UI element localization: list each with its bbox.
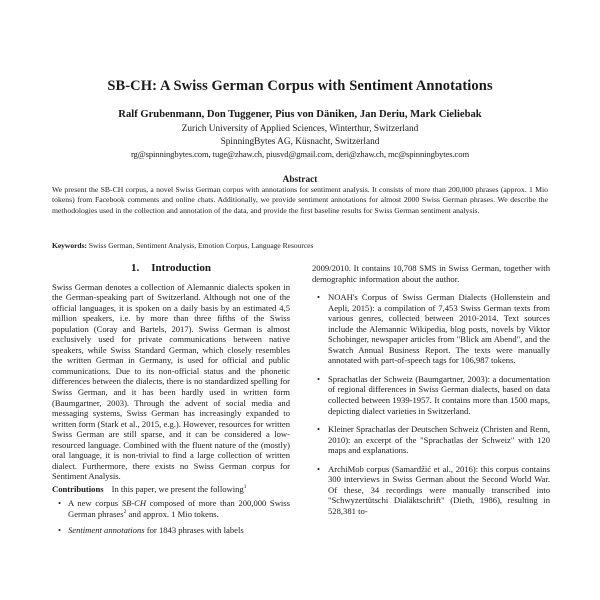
list-item: • Kleiner Sprachatlas der Deutschen Schweiz (Christen and Renn, 2010): an excerpt of the "Sprachatlas der Schweiz" with 120 maps and explanations. — [328, 424, 550, 456]
emphasis-text: Sentiment annotations — [68, 524, 145, 535]
keywords-line — [52, 241, 548, 250]
author-emails: rg@spinningbytes.com, tuge@zhaw.ch, piusvd@gmail.com, deri@zhaw.ch, mc@spinningbytes.com — [130, 149, 470, 159]
list-item: • NOAH's Corpus of Swiss German Dialects (Hollenstein and Aepli, 2015): a compilation of 7,453 Swiss German texts from various genres, collected between 2010-2014. Text sources include the Alemannic Wikipedia, blog posts, novels by Viktor Schobinger, newspaper articles from "Blick am Abend", and the Swatch Annual Business Report. The texts were manually annotated with part-of-speech tags for 106,987 tokens. — [328, 292, 550, 366]
corpus-list — [312, 292, 550, 516]
list-item: • Sentiment annotations for 1843 phrases with labels — [68, 525, 290, 536]
contributions-text: In this paper, we present the following — [111, 483, 244, 494]
section-title: Introduction — [151, 262, 211, 274]
list-item: • ArchiMob corpus (Samardžić et al., 2016): this corpus contains 300 interviews in Swiss German about the Second World War. Of these, 34 recordings were manually transcribed into "Schwyzertütschi Dialäktschrift" (Dieth, 1986), resulting in 528,381 to- — [328, 464, 550, 517]
keywords-label: Keywords: — [52, 241, 87, 250]
affiliation-2: SpinningBytes AG, Küsnacht, Switzerland — [220, 137, 380, 147]
list-item: • A new corpus SB-CH composed of more than 200,000 Swiss German phrases$^2$ and approx. 1 Mio tokens. — [68, 498, 290, 519]
left-column — [52, 263, 290, 540]
keywords-text: Swiss German, Sentiment Analysis, Emotion Corpus, Language Resources — [88, 241, 314, 250]
section-heading-introduction — [52, 263, 290, 274]
intro-paragraph: Swiss German denotes a collection of Alemannic dialects spoken in the German-speaking part of Switzerland. Although not one of the official languages, it is spoken on a daily basis by an estimated 4,5 million speakers, i.e. by more than three fifths of the Swiss population (Coray and Bartels, 2017). Swiss German is almost exclusively used for private communications between native speakers, while Swiss Standard German, which closely resembles the written German in Germany, is used for official and public communications. Due to its non-official status and the phonetic differences between the dialects, there is no standardized spelling for Swiss German, and it has been hardly used in written form (Baumgartner, 2003). Through the advent of social media and messaging systems, Swiss German has increasingly expanded to written form (Stark et al., 2015, e.g.). However, resources for written Swiss German are still sparse, and it can be considered a low-resourced language. Combined with the fluent nature of the (mostly) oral language, it is non-trivial to find a large collection of written dialect. Furthermore, there exists no Swiss German corpus for Sentiment Analysis. — [52, 281, 290, 482]
footnote-marker: 1 — [243, 484, 247, 491]
contributions-label: Contributions — [52, 483, 104, 494]
footnote-marker: 2 — [123, 509, 127, 516]
abstract-text: We present the SB-CH corpus, a novel Swiss German corpus with annotations for sentiment analysis. It consists of more than 200,000 phrases (approx. 1 Mio tokens) from Facebook comments and online chats. Additionally, we provide sentiment annotations for almost 2000 Swiss German phrases. We describe the methodologies used in the collection and annotation of the data, and provide the first baseline results for Swiss German sentiment analysis. — [52, 185, 548, 215]
paper-title: SB-CH: A Swiss German Corpus with Sentiment Annotations — [107, 78, 493, 94]
corpus-name: SB-CH — [121, 498, 147, 509]
contributions-list — [52, 498, 290, 535]
continuation-paragraph: 2009/2010. It contains 10,708 SMS in Swiss German, together with demographic information about the author. — [312, 263, 550, 284]
abstract-heading: Abstract — [282, 175, 318, 185]
contributions-paragraph — [52, 484, 290, 495]
list-item: • Sprachatlas der Schweiz (Baumgartner, 2003): a documentation of regional differences in Swiss German dialects, based on data collected between 1939-1957. It contains more than 1500 maps, depicting dialect varieties in Switzerland. — [328, 374, 550, 416]
affiliation-1: Zurich University of Applied Sciences, Winterthur, Switzerland — [181, 124, 419, 134]
section-number: 1. — [131, 262, 140, 274]
author-list: Ralf Grubenmann, Don Tuggener, Pius von Däniken, Jan Deriu, Mark Cieliebak — [118, 109, 482, 120]
right-column — [312, 263, 550, 524]
